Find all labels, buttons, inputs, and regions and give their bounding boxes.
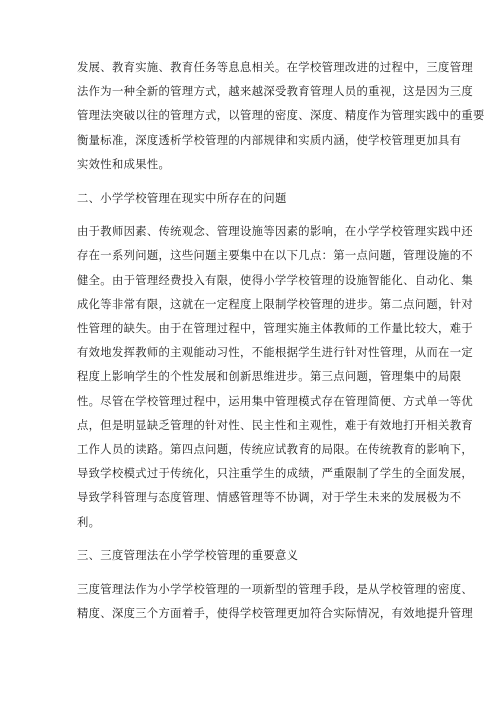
text-line: 性管理的缺失。由于在管理过程中，管理实施主体教师的工作量比较大，难于: [77, 322, 473, 336]
text-line: 由于教师因素、传统观念、管理设施等因素的影响，在小学学校管理实践中还: [77, 225, 473, 239]
text-line: 性。尽管在学校管理过程中，运用集中管理模式存在管理简便、方式单一等优: [77, 394, 473, 408]
paragraph-intro: [77, 56, 485, 177]
section-heading-3: 三、三度管理法在小学学校管理的重要意义: [77, 549, 299, 563]
text-line: 导致学校模式过于传统化，只注重学生的成绩，严重限制了学生的全面发展，: [77, 467, 473, 481]
text-line: 存在一系列问题，这些问题主要集中在以下几点：第一点问题，管理设施的不: [77, 249, 473, 263]
text-line: 程度上影响学生的个性发展和创新思维进步。第三点问题，管理集中的局限: [77, 370, 462, 384]
text-line: 利。: [77, 515, 101, 529]
text-line: 成化等非常有限，这就在一定程度上限制学校管理的进步。第二点问题，针对: [77, 297, 473, 311]
paragraph-problems: [77, 220, 473, 535]
text-line: 精度、深度三个方面着手，使得学校管理更加符合实际情况，有效地提升管理: [77, 607, 473, 621]
text-line: 三度管理法作为小学学校管理的一项新型的管理手段，是从学校管理的密度、: [77, 583, 473, 597]
text-line: 健全。由于管理经费投入有限，使得小学学校管理的设施智能化、自动化、集: [77, 273, 473, 287]
section-heading-2: 二、小学学校管理在现实中所存在的问题: [77, 191, 287, 205]
text-line: 发展、教育实施、教育任务等息息相关。在学校管理改进的过程中，三度管理: [77, 61, 473, 74]
text-line: 管理法突破以往的管理方式，以管理的密度、深度、精度作为管理实践中的重要: [77, 109, 485, 123]
paragraph-significance: [77, 578, 473, 626]
document-page: [77, 56, 485, 626]
text-line: 点，但是明显缺乏管理的针对性、民主性和主观性，难于有效地打开相关教育: [77, 418, 473, 432]
text-line: 实效性和成果性。: [77, 157, 171, 171]
text-line: 有效地发挥教师的主观能动习性，不能根据学生进行针对性管理，从而在一定: [77, 346, 473, 360]
text-line: 法作为一种全新的管理方式，越来越深受教育管理人员的重视，这是因为三度: [77, 85, 473, 99]
text-line: 导致学科管理与态度管理、情感管理等不协调，对于学生未来的发展极为不: [77, 491, 462, 505]
text-line: 衡量标准，深度透析学校管理的内部规律和实质内涵，使学校管理更加具有: [77, 133, 462, 147]
text-line: 工作人员的读路。第四点问题，传统应试教育的局限。在传统教育的影响下，: [77, 443, 473, 457]
